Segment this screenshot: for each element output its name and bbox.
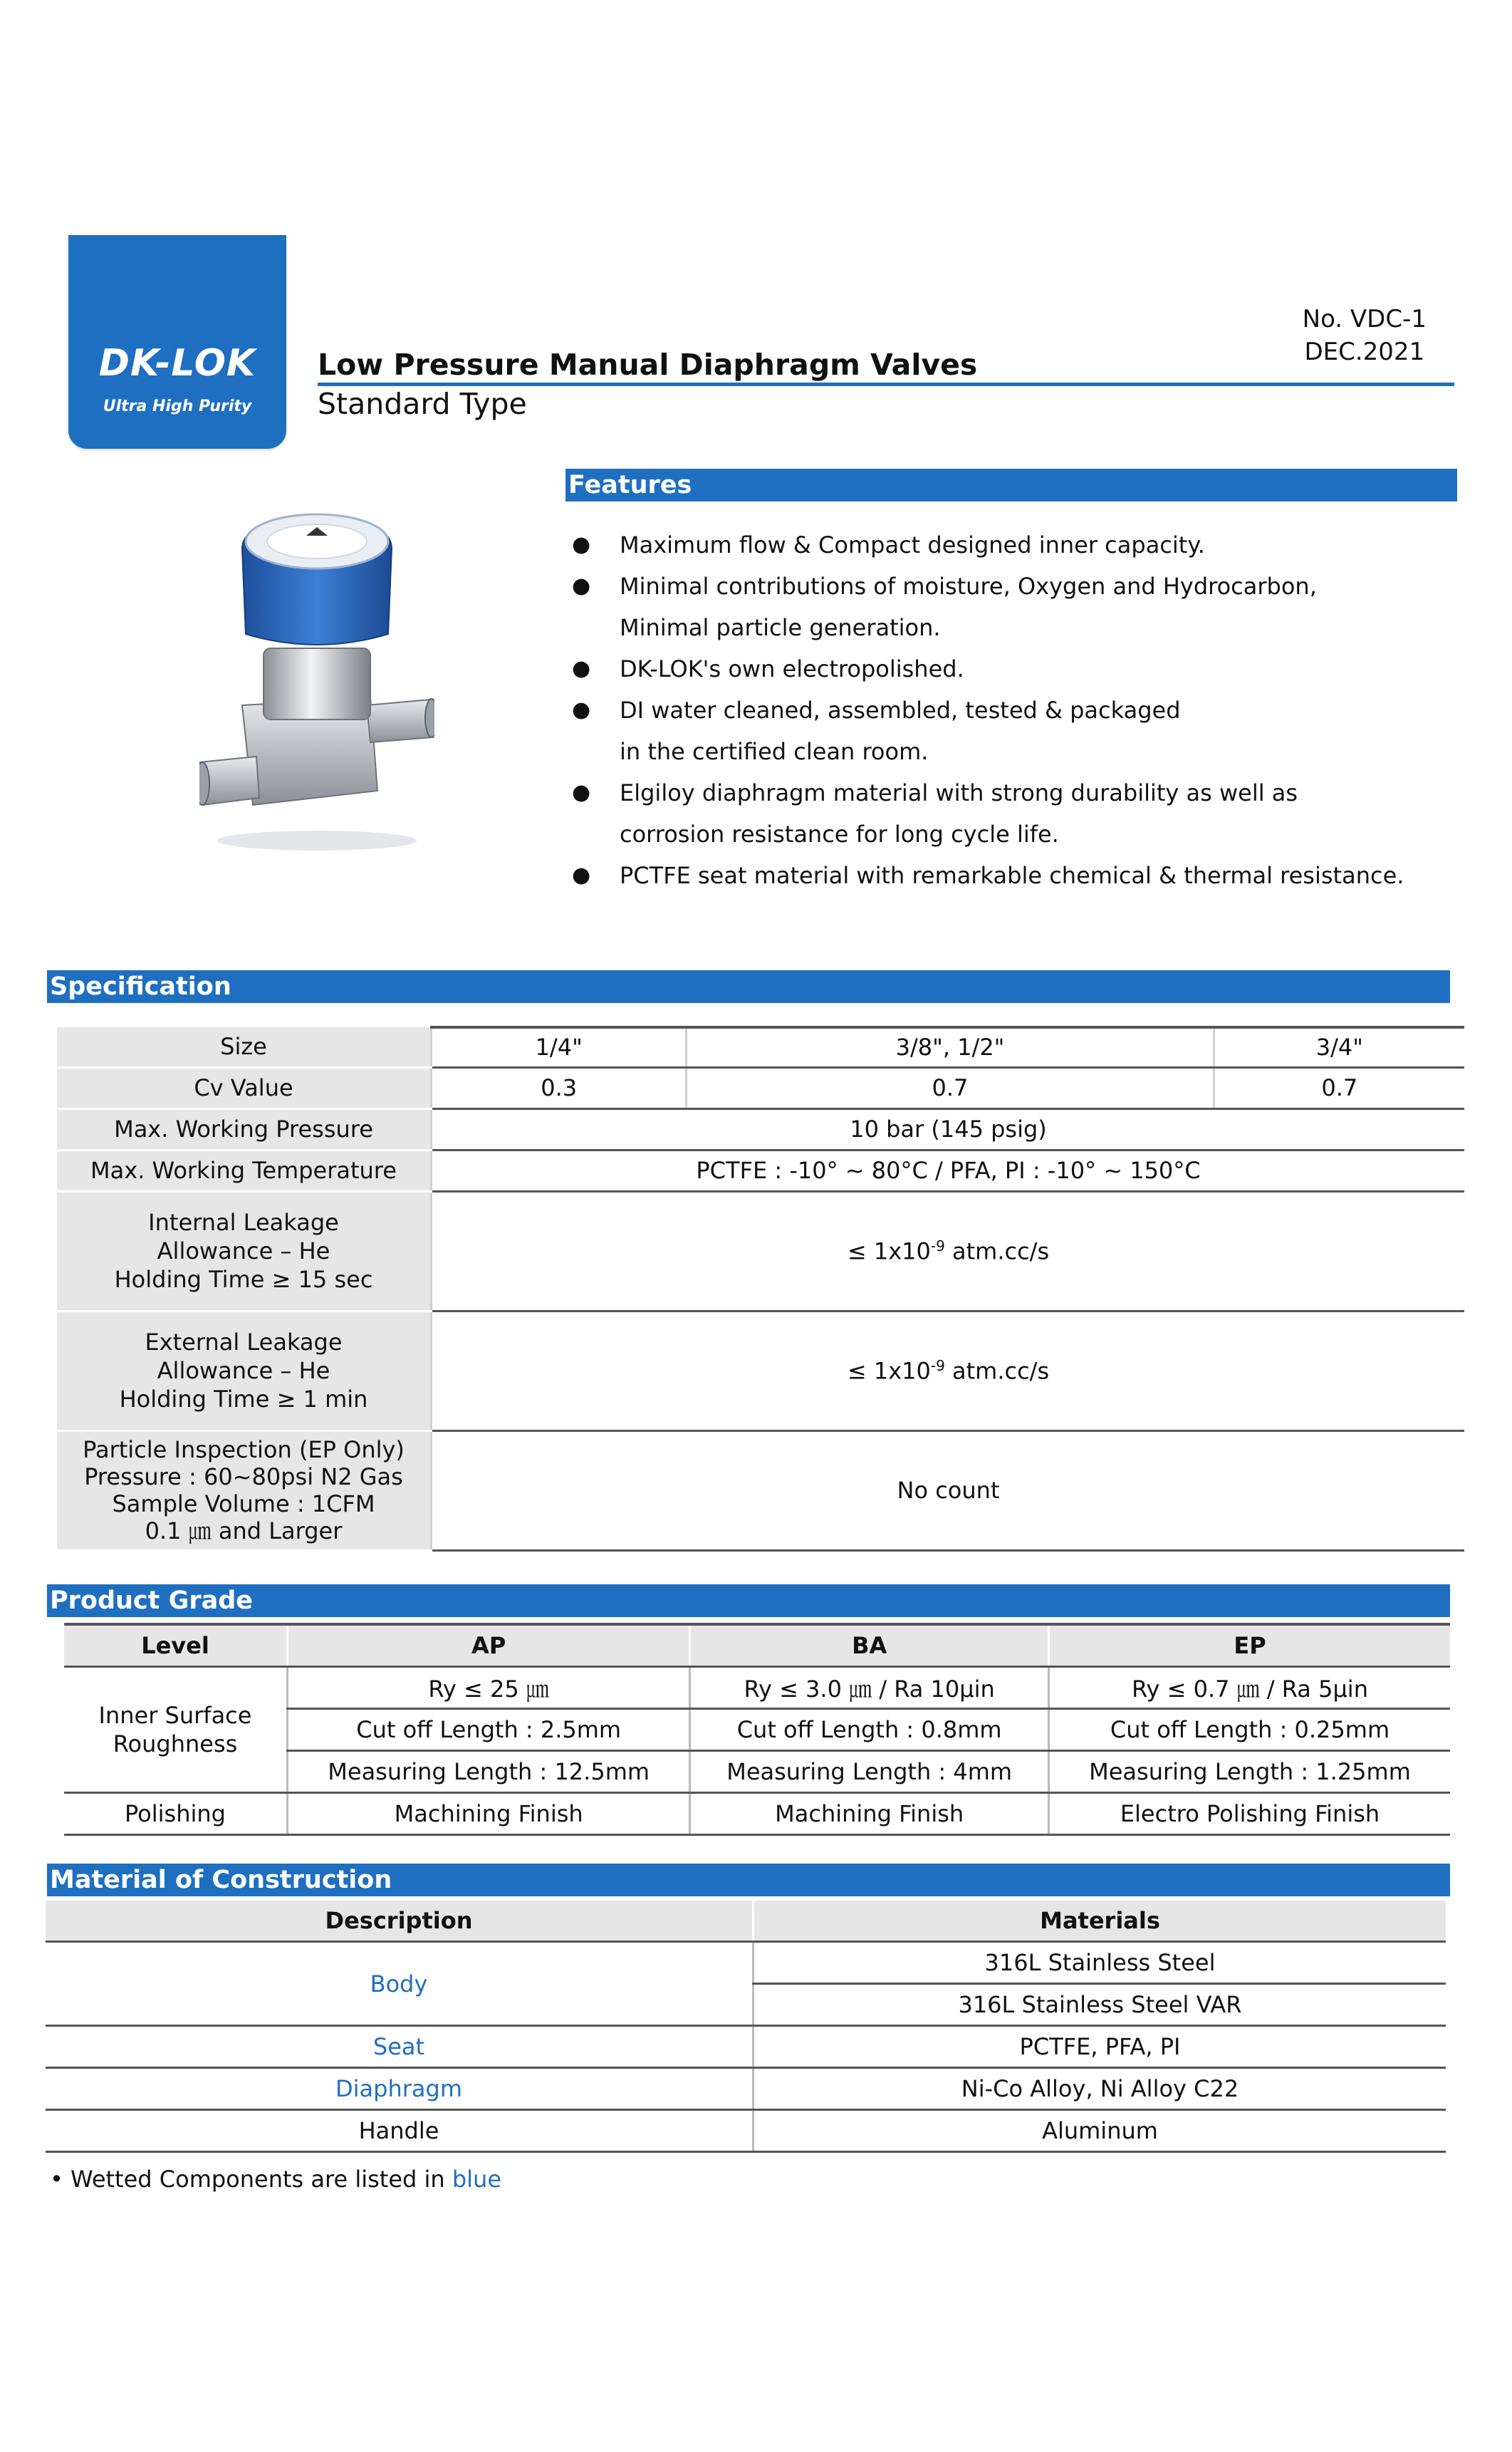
list-item <box>566 607 1456 648</box>
table-row <box>46 1942 1446 1984</box>
table-row <box>64 1667 1450 1709</box>
grade-measuring-ba: Measuring Length : 4mm <box>690 1751 1049 1793</box>
table-row <box>46 2026 1446 2068</box>
label-line: Roughness <box>113 1730 238 1757</box>
spec-size-value: 3/4" <box>1214 1027 1464 1067</box>
document-number-block <box>1303 303 1427 368</box>
table-row <box>57 1311 1464 1430</box>
feature-text: Minimal contributions of moisture, Oxygen and Hydrocarbon, <box>620 573 1317 600</box>
value-text: ≤ 1x10 <box>847 1237 931 1265</box>
list-item <box>566 814 1456 855</box>
list-item <box>566 772 1456 814</box>
feature-text: in the certified clean room. <box>620 738 929 765</box>
spec-label-size: Size <box>57 1027 432 1067</box>
features-list <box>566 524 1456 896</box>
note-bullet: • <box>50 2166 63 2193</box>
material-label-body: Body <box>46 1942 754 2026</box>
spec-cv-value: 0.7 <box>687 1067 1214 1108</box>
table-row <box>57 1430 1464 1550</box>
materials-table <box>46 1901 1446 2153</box>
document-number: No. VDC-1 <box>1302 305 1427 333</box>
page-title: Low Pressure Manual Diaphragm Valves <box>318 348 978 382</box>
table-row <box>64 1624 1450 1667</box>
spec-label-cv: Cv Value <box>57 1067 432 1108</box>
material-body-value: 316L Stainless Steel VAR <box>754 1984 1446 2026</box>
material-label-handle: Handle <box>46 2110 754 2152</box>
spec-internal-leakage-value <box>432 1191 1465 1311</box>
product-grade-heading: Product Grade <box>47 1584 1450 1617</box>
bullet: ● <box>572 780 591 805</box>
logo-brand-text: DK-LOK <box>98 342 256 385</box>
grade-cutoff-ep: Cut off Length : 0.25mm <box>1048 1709 1450 1751</box>
title-underline <box>318 383 1454 386</box>
list-item <box>566 690 1456 731</box>
list-item <box>566 731 1456 772</box>
feature-text: Maximum flow & Compact designed inner capacity. <box>620 531 1205 559</box>
grade-col-ba: BA <box>690 1624 1049 1667</box>
table-row <box>64 1793 1450 1835</box>
product-grade-table <box>64 1623 1450 1836</box>
materials-col-description: Description <box>46 1901 754 1942</box>
bullet: ● <box>572 863 591 888</box>
label-line: Particle Inspection (EP Only) <box>83 1436 405 1463</box>
feature-text: DI water cleaned, assembled, tested & packaged <box>620 697 1181 724</box>
spec-cv-value: 0.7 <box>1214 1067 1464 1108</box>
table-row <box>57 1108 1464 1150</box>
note-text: Wetted Components are listed in <box>71 2166 452 2193</box>
grade-col-ap: AP <box>288 1624 690 1667</box>
material-label-seat: Seat <box>46 2026 754 2068</box>
table-row <box>57 1027 1464 1067</box>
bullet: ● <box>572 697 591 722</box>
material-body-value: 316L Stainless Steel <box>754 1942 1446 1984</box>
label-line: Internal Leakage <box>148 1209 339 1236</box>
value-exponent: -9 <box>930 1237 945 1254</box>
specification-table <box>57 1026 1464 1552</box>
specification-heading: Specification <box>47 970 1450 1003</box>
spec-external-leakage-value <box>432 1311 1465 1430</box>
note-blue-word: blue <box>452 2166 501 2193</box>
feature-text: Minimal particle generation. <box>620 614 941 641</box>
material-seat-value: PCTFE, PFA, PI <box>754 2026 1446 2068</box>
list-item <box>566 524 1456 566</box>
spec-label-external-leakage <box>57 1311 432 1430</box>
grade-cutoff-ap: Cut off Length : 2.5mm <box>288 1709 690 1751</box>
grade-cutoff-ba: Cut off Length : 0.8mm <box>690 1709 1049 1751</box>
page-subtitle: Standard Type <box>318 387 527 421</box>
table-row <box>57 1191 1464 1311</box>
label-line: External Leakage <box>145 1329 343 1356</box>
spec-size-value: 1/4" <box>432 1027 687 1067</box>
spec-label-internal-leakage <box>57 1191 432 1311</box>
label-line: Sample Volume : 1CFM <box>112 1490 375 1517</box>
label-line: Allowance – He <box>157 1357 330 1384</box>
label-line: Inner Surface <box>98 1702 252 1729</box>
feature-text: Elgiloy diaphragm material with strong durability as well as <box>620 779 1298 806</box>
grade-ry-ap: Ry ≤ 25 ㎛ <box>288 1667 690 1709</box>
materials-heading: Material of Construction <box>47 1864 1450 1896</box>
logo-tagline: Ultra High Purity <box>103 398 252 415</box>
grade-col-ep: EP <box>1048 1624 1450 1667</box>
label-line: Pressure : 60~80psi N2 Gas <box>84 1463 403 1490</box>
spec-cv-value: 0.3 <box>432 1067 687 1108</box>
spec-particle-value: No count <box>432 1430 1465 1550</box>
grade-polishing-ap: Machining Finish <box>288 1793 690 1835</box>
label-line: Holding Time ≥ 1 min <box>119 1386 368 1413</box>
document-date: DEC.2021 <box>1304 338 1425 366</box>
table-row <box>46 2068 1446 2110</box>
grade-ry-ep: Ry ≤ 0.7 ㎛ / Ra 5µin <box>1048 1667 1450 1709</box>
value-unit: atm.cc/s <box>944 1357 1050 1385</box>
spec-pressure-value: 10 bar (145 psig) <box>432 1108 1465 1150</box>
table-row <box>57 1067 1464 1108</box>
bullet: ● <box>572 573 591 598</box>
spec-label-pressure: Max. Working Pressure <box>57 1108 432 1150</box>
list-item <box>566 648 1456 690</box>
value-exponent: -9 <box>930 1356 945 1374</box>
table-row <box>46 1901 1446 1942</box>
material-label-diaphragm: Diaphragm <box>46 2068 754 2110</box>
bullet: ● <box>572 656 591 681</box>
value-unit: atm.cc/s <box>944 1237 1050 1265</box>
grade-ry-ba: Ry ≤ 3.0 ㎛ / Ra 10µin <box>690 1667 1049 1709</box>
grade-polishing-ba: Machining Finish <box>690 1793 1049 1835</box>
label-line: 0.1 ㎛ and Larger <box>145 1517 343 1544</box>
spec-label-temperature: Max. Working Temperature <box>57 1150 432 1191</box>
brand-logo <box>68 235 286 449</box>
feature-text: corrosion resistance for long cycle life. <box>620 821 1059 848</box>
table-row <box>46 2110 1446 2152</box>
valve-product-image <box>199 492 434 855</box>
spec-label-particle <box>57 1430 432 1550</box>
features-heading: Features <box>565 469 1457 502</box>
material-diaphragm-value: Ni-Co Alloy, Ni Alloy C22 <box>754 2068 1446 2110</box>
grade-label-polishing: Polishing <box>64 1793 288 1835</box>
wetted-components-note <box>50 2166 501 2193</box>
grade-measuring-ep: Measuring Length : 1.25mm <box>1048 1751 1450 1793</box>
feature-text: DK-LOK's own electropolished. <box>620 655 964 682</box>
material-handle-value: Aluminum <box>754 2110 1446 2152</box>
spec-temperature-value: PCTFE : -10° ~ 80°C / PFA, PI : -10° ~ 150°C <box>432 1150 1465 1191</box>
label-line: Holding Time ≥ 15 sec <box>114 1266 373 1293</box>
bullet: ● <box>572 532 591 557</box>
label-line: Allowance – He <box>157 1237 330 1264</box>
spec-size-value: 3/8", 1/2" <box>687 1027 1214 1067</box>
feature-text: PCTFE seat material with remarkable chemical & thermal resistance. <box>620 862 1404 889</box>
grade-label-roughness <box>64 1667 288 1793</box>
value-text: ≤ 1x10 <box>847 1357 931 1385</box>
list-item <box>566 855 1456 896</box>
list-item <box>566 566 1456 607</box>
grade-polishing-ep: Electro Polishing Finish <box>1048 1793 1450 1835</box>
materials-col-materials: Materials <box>754 1901 1446 1942</box>
grade-col-level: Level <box>64 1624 288 1667</box>
table-row <box>57 1150 1464 1191</box>
grade-measuring-ap: Measuring Length : 12.5mm <box>288 1751 690 1793</box>
